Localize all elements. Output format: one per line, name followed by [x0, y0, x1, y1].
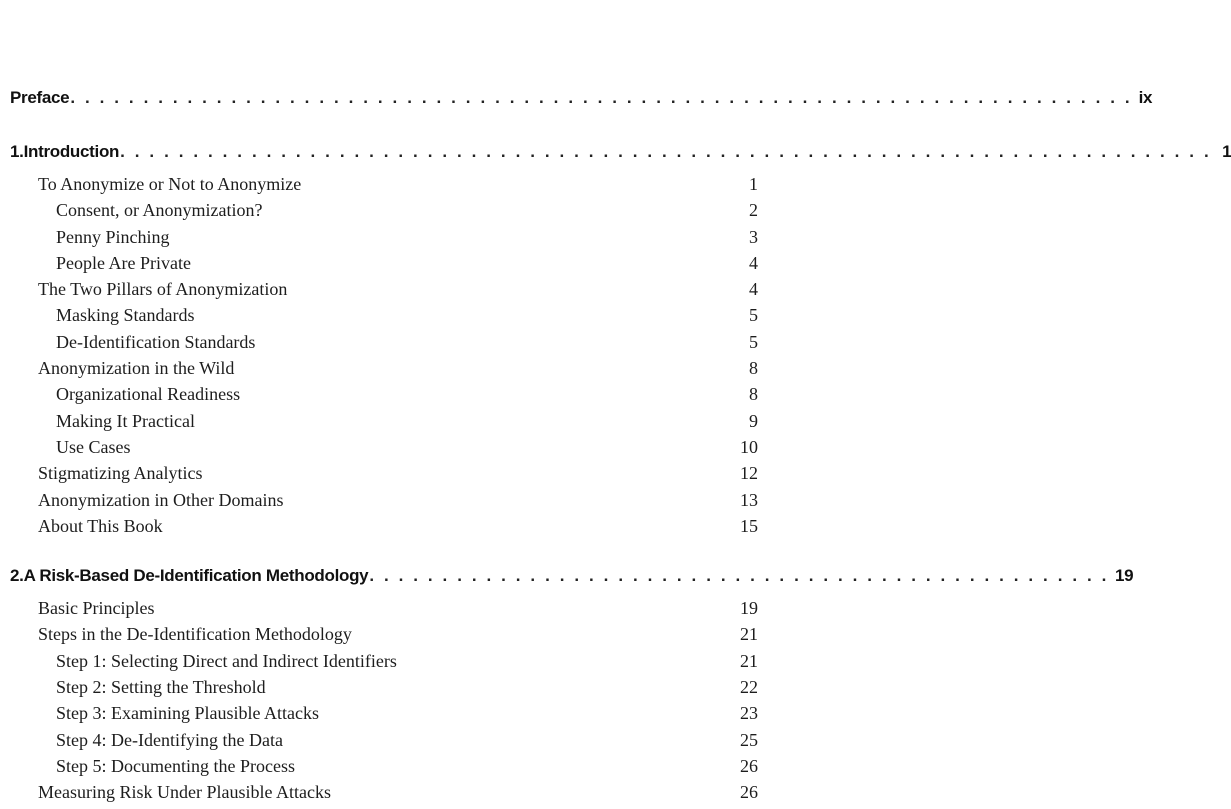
- toc-entry-title: Penny Pinching: [56, 226, 170, 247]
- toc-entry-title: To Anonymize or Not to Anonymize: [38, 174, 302, 194]
- chapter-title: Introduction: [23, 142, 120, 161]
- toc-entry[interactable]: [10, 279, 758, 305]
- toc-entry[interactable]: [10, 253, 758, 279]
- toc-entry-page: 23: [740, 703, 758, 724]
- toc-entry-title: People Are Private: [56, 252, 191, 273]
- toc-entry-page: 9: [749, 410, 758, 431]
- toc-entry[interactable]: [10, 200, 758, 226]
- toc-entry[interactable]: [10, 463, 758, 489]
- toc-entry-page: 8: [749, 384, 758, 405]
- toc-entry[interactable]: [10, 227, 758, 253]
- toc-entry-title: Steps in the De-Identification Methodology: [38, 624, 352, 645]
- toc-entry-page: 2: [749, 200, 758, 221]
- toc-entry-page: 22: [740, 677, 758, 698]
- toc-entry-page: 4: [749, 279, 758, 300]
- toc-entry[interactable]: [10, 411, 758, 437]
- toc-entry-title: Making It Practical: [56, 410, 195, 431]
- chapter-title: A Risk-Based De-Identification Methodology: [23, 566, 369, 586]
- toc-entry-page: 26: [740, 755, 758, 776]
- toc-entry[interactable]: [10, 598, 758, 624]
- chapter-page: 1: [1222, 142, 1231, 161]
- toc-entry-page: 15: [740, 515, 758, 536]
- toc-entry-title: Step 2: Setting the Threshold: [56, 677, 266, 698]
- toc-entry[interactable]: [10, 358, 758, 384]
- toc-entry[interactable]: [10, 332, 758, 358]
- toc-entry[interactable]: [10, 651, 758, 677]
- toc-entry-page: 5: [749, 331, 758, 352]
- toc-entry-title: Step 4: De-Identifying the Data: [56, 729, 283, 750]
- toc-entry[interactable]: [10, 756, 758, 782]
- toc-entry-title: The Two Pillars of Anonymization: [38, 279, 288, 300]
- toc-entry-page: 12: [740, 463, 758, 484]
- toc-entry-title: Step 3: Examining Plausible Attacks: [56, 703, 319, 724]
- toc-entry-page: 3: [749, 226, 758, 247]
- dot-leader: . . . . . . . . . . . . . . . . . . . . . . . . . . . . . . . . . . . . . . . . . . . . . . . . . . . . . . . . . . . . . . . . . . . . . . . . .: [70, 88, 1133, 107]
- preface-page: ix: [1138, 88, 1153, 107]
- toc-entry-page: 1: [749, 174, 758, 194]
- toc-entry[interactable]: [10, 490, 758, 516]
- toc-entry-title: De-Identification Standards: [56, 331, 256, 352]
- toc-entry[interactable]: [10, 677, 758, 703]
- toc-entry[interactable]: [10, 624, 758, 650]
- toc-entry-page: 25: [740, 729, 758, 750]
- dot-leader: . . . . . . . . . . . . . . . . . . . . . . . . . . . . . . . . . . . . . . . . . . . . . . . . . . .: [369, 566, 1109, 586]
- toc-entry-title: Anonymization in the Wild: [38, 358, 235, 379]
- chapter-page: 19: [1114, 566, 1134, 586]
- toc-entry-page: 21: [740, 650, 758, 671]
- toc-entry-title: Step 1: Selecting Direct and Indirect Identifiers: [56, 650, 397, 671]
- toc-entry-title: Masking Standards: [56, 305, 195, 326]
- table-of-contents: [10, 88, 1231, 809]
- toc-entry-title: Step 5: Documenting the Process: [56, 755, 295, 776]
- toc-entry-title: Basic Principles: [38, 598, 155, 619]
- chapter-1-heading[interactable]: [10, 142, 1231, 174]
- toc-entry-page: 13: [740, 489, 758, 510]
- preface-title: Preface: [10, 88, 70, 107]
- toc-entry-title: About This Book: [38, 515, 163, 536]
- toc-entry[interactable]: [10, 174, 758, 200]
- toc-entry-page: 21: [740, 624, 758, 645]
- toc-entry-title: Stigmatizing Analytics: [38, 463, 203, 484]
- toc-entry-page: 26: [740, 782, 758, 803]
- toc-entry-title: Anonymization in Other Domains: [38, 489, 284, 510]
- section-gap: [10, 120, 758, 142]
- chapter-number: 1.: [10, 142, 24, 161]
- section-gap: [10, 542, 758, 566]
- toc-entry[interactable]: [10, 703, 758, 729]
- toc-entry-title: Consent, or Anonymization?: [56, 200, 263, 221]
- toc-entry[interactable]: [10, 384, 758, 410]
- toc-entry[interactable]: [10, 437, 758, 463]
- toc-entry-title: Use Cases: [56, 436, 131, 457]
- toc-entry[interactable]: [10, 730, 758, 756]
- toc-entry-page: 19: [740, 598, 758, 619]
- toc-entry-page: 10: [740, 436, 758, 457]
- chapter-2-heading[interactable]: [10, 566, 1134, 598]
- toc-entry-page: 8: [749, 358, 758, 379]
- toc-preface-row[interactable]: [10, 88, 1153, 120]
- toc-entry-title: Organizational Readiness: [56, 384, 241, 405]
- toc-entry-title: Measuring Risk Under Plausible Attacks: [38, 782, 331, 803]
- chapter-number: 2.: [10, 566, 24, 586]
- toc-entry[interactable]: [10, 782, 758, 808]
- dot-leader: . . . . . . . . . . . . . . . . . . . . . . . . . . . . . . . . . . . . . . . . . . . . . . . . . . . . . . . . . . . . . . . . . . . . . . . . . . .: [120, 142, 1212, 161]
- toc-entry[interactable]: [10, 305, 758, 331]
- toc-entry-page: 5: [749, 305, 758, 326]
- toc-entry-page: 4: [749, 252, 758, 273]
- toc-entry[interactable]: [10, 516, 758, 542]
